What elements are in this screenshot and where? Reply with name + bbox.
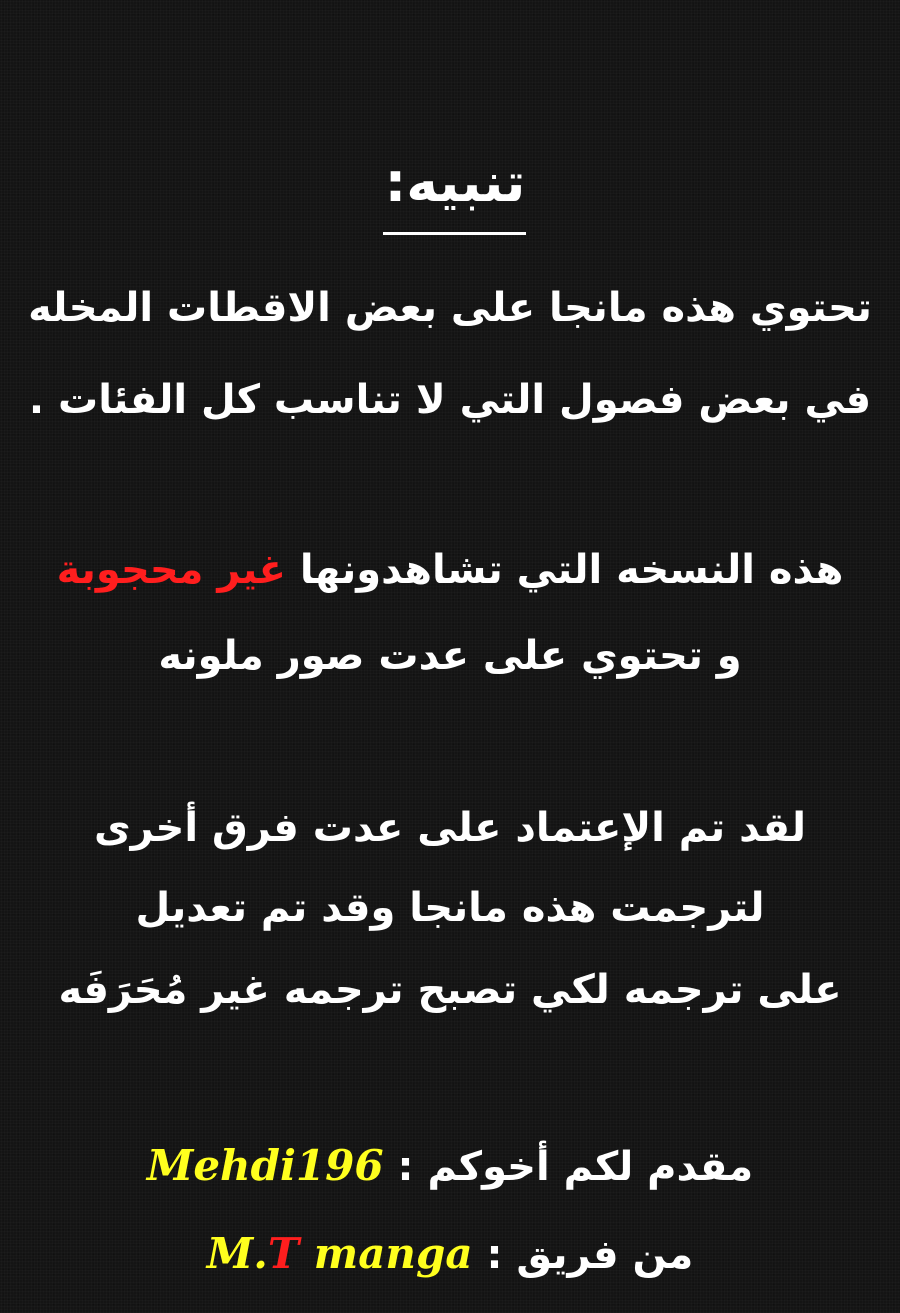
team-name-part-2: T — [267, 1229, 300, 1278]
team-name — [207, 1229, 473, 1278]
presenter-label: مقدم لكم أخوكم : — [397, 1144, 754, 1190]
notice-title: تنبيه: — [384, 151, 526, 214]
team-label: من فريق : — [486, 1232, 694, 1278]
team-credit — [0, 1226, 900, 1283]
translation-line-3: على ترجمه لكي تصبح ترجمه غير مُحَرَفَه — [58, 967, 842, 1013]
presenter-credit — [0, 1138, 900, 1195]
title-underline — [383, 232, 526, 235]
translation-line-1: لقد تم الإعتماد على عدت فرق أخرى — [93, 805, 807, 851]
warning-line-2: في بعض فصول التي لا تناسب كل الفئات . — [28, 377, 872, 423]
translation-line-2: لترجمت هذه مانجا وقد تم تعديل — [135, 885, 765, 931]
version-line-1-text: هذه النسخه التي تشاهدونها — [299, 547, 844, 593]
version-line-1 — [0, 542, 900, 598]
uncensored-highlight: غير محجوبة — [56, 547, 286, 593]
presenter-name: Mehdi196 — [146, 1141, 384, 1190]
warning-line-1: تحتوي هذه مانجا على بعض الاقطات المخله — [28, 285, 872, 331]
version-line-2: و تحتوي على عدت صور ملونه — [158, 633, 742, 679]
team-name-part-3: manga — [299, 1229, 473, 1278]
team-name-part-1: M. — [206, 1229, 268, 1278]
